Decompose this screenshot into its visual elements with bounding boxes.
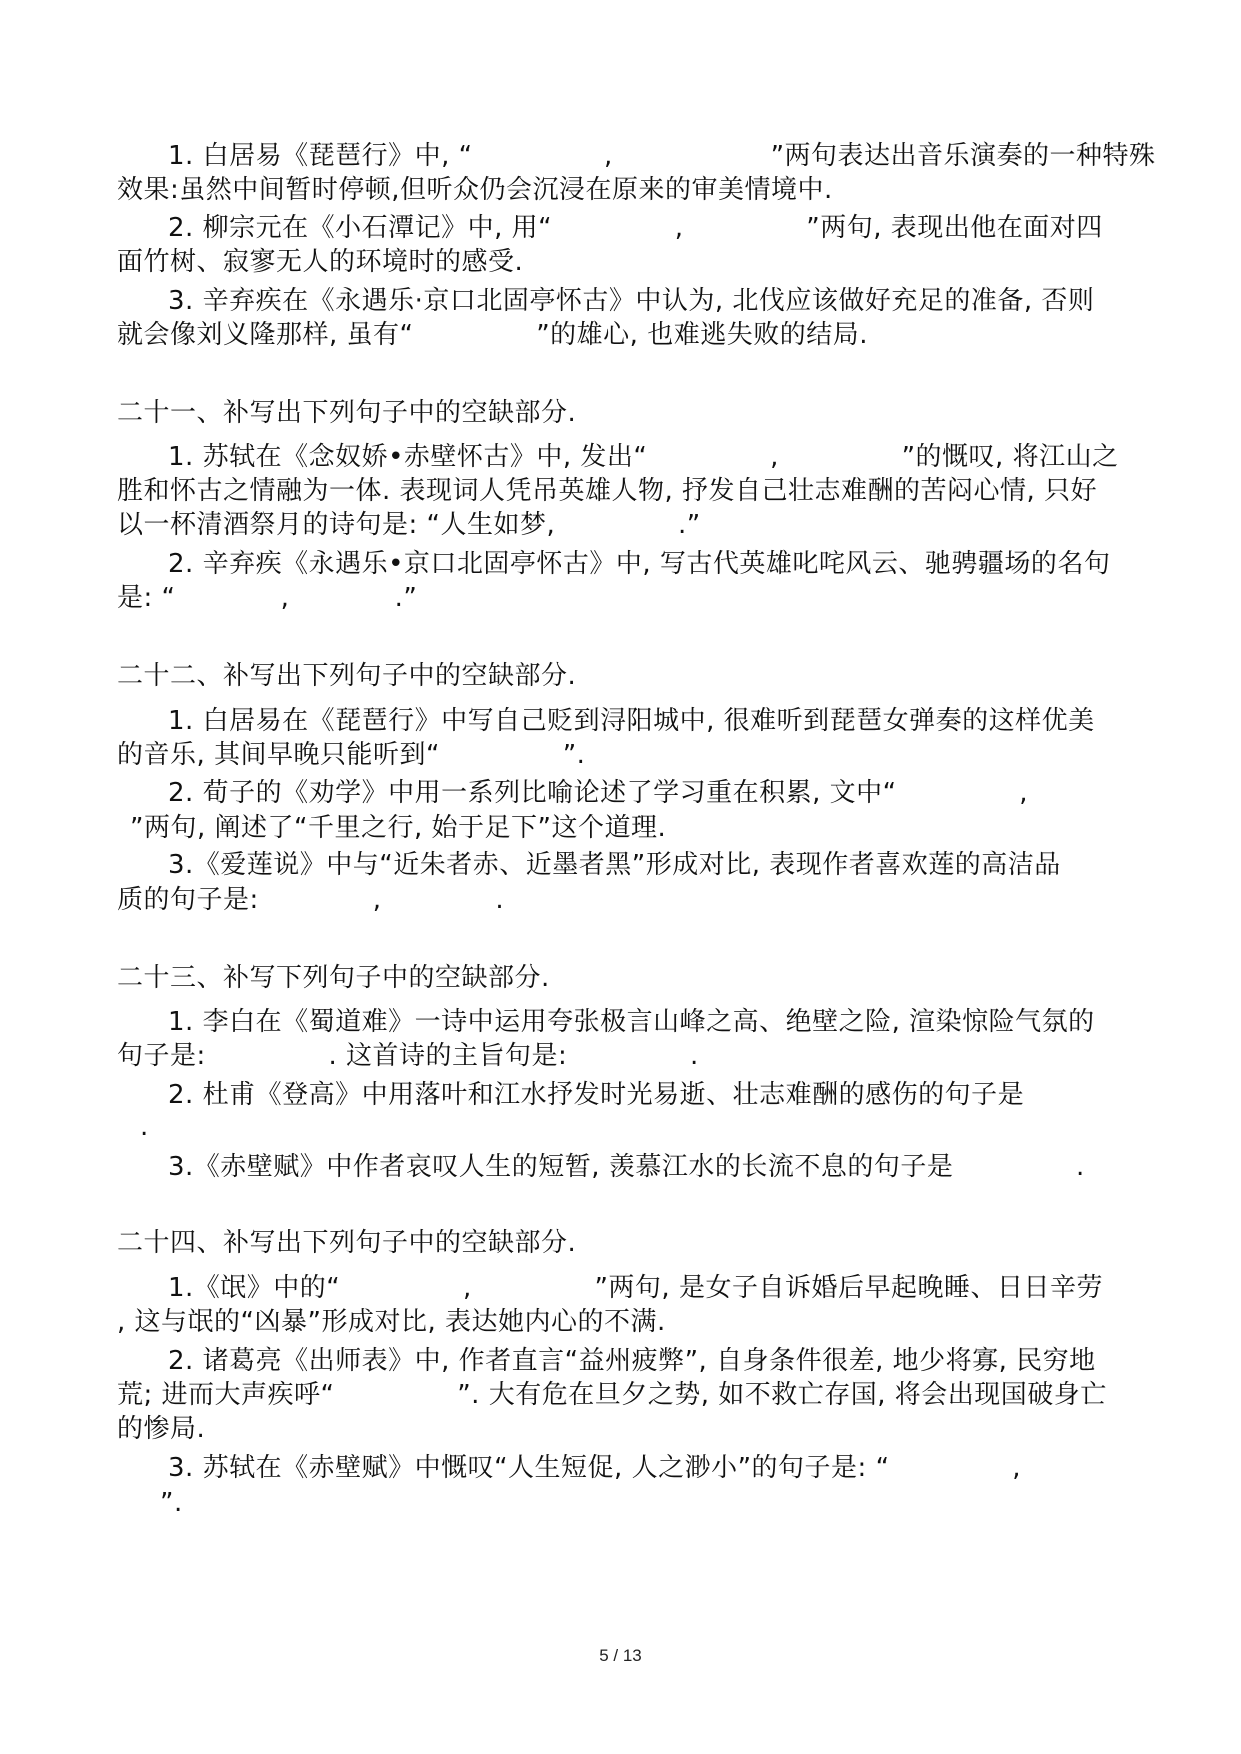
q22-item-2-line-2: ”两句, 阐述了“千里之行, 始于足下”这个道理. xyxy=(130,813,667,843)
section-heading-22: 二十二、补写出下列句子中的空缺部分. xyxy=(117,661,577,691)
q21-item-1-line-1: 1. 苏轼在《念奴娇•赤壁怀古》中, 发出“ , ”的慨叹, 将江山之 xyxy=(168,442,1119,472)
q21-item-2-line-2: 是: “ , .” xyxy=(117,583,418,613)
q20-item-1-line-1: 1. 白居易《琵琶行》中, “ , ”两句表达出音乐演奏的一种特殊 xyxy=(168,141,1156,171)
q23-item-1-line-2: 句子是: . 这首诗的主旨句是: . xyxy=(117,1041,699,1071)
q24-item-2-line-3: 的惨局. xyxy=(117,1414,206,1444)
q23-item-3-line-1: 3.《赤壁赋》中作者哀叹人生的短暂, 羡慕江水的长流不息的句子是 . xyxy=(168,1152,1085,1182)
section-heading-21: 二十一、补写出下列句子中的空缺部分. xyxy=(117,398,577,428)
section-heading-24: 二十四、补写出下列句子中的空缺部分. xyxy=(117,1228,577,1258)
q20-item-3-line-1: 3. 辛弃疾在《永遇乐·京口北固亭怀古》中认为, 北伐应该做好充足的准备, 否则 xyxy=(168,286,1095,316)
q24-item-3-line-1: 3. 苏轼在《赤壁赋》中慨叹“人生短促, 人之渺小”的句子是: “ , xyxy=(168,1453,1022,1483)
q22-item-1-line-1: 1. 白居易在《琵琶行》中写自己贬到浔阳城中, 很难听到琵琶女弹奏的这样优美 xyxy=(168,706,1095,736)
q20-item-3-line-2: 就会像刘义隆那样, 虽有“ ”的雄心, 也难逃失败的结局. xyxy=(117,320,868,350)
q20-item-2-line-2: 面竹树、寂寥无人的环境时的感受. xyxy=(117,247,524,277)
q21-item-2-line-1: 2. 辛弃疾《永遇乐•京口北固亭怀古》中, 写古代英雄叱咤风云、驰骋疆场的名句 xyxy=(168,549,1111,579)
q23-item-1-line-1: 1. 李白在《蜀道难》一诗中运用夸张极言山峰之高、绝壁之险, 渲染惊险气氛的 xyxy=(168,1007,1095,1037)
q23-item-2-line-1: 2. 杜甫《登高》中用落叶和江水抒发时光易逝、壮志难酬的感伤的句子是 xyxy=(168,1080,1025,1110)
page-number: 5 / 13 xyxy=(599,1646,642,1665)
q24-item-1-line-1: 1.《氓》中的“ , ”两句, 是女子自诉婚后早起晚睡、日日辛劳 xyxy=(168,1273,1103,1303)
q21-item-1-line-3: 以一杯清酒祭月的诗句是: “人生如梦, .” xyxy=(117,510,701,540)
q24-item-1-line-2: , 这与氓的“凶暴”形成对比, 表达她内心的不满. xyxy=(117,1307,666,1337)
q20-item-1-line-2: 效果:虽然中间暂时停顿,但听众仍会沉浸在原来的审美情境中. xyxy=(117,175,833,205)
q24-item-2-line-1: 2. 诸葛亮《出师表》中, 作者直言“益州疲弊”, 自身条件很差, 地少将寡, 民穷地 xyxy=(168,1346,1096,1376)
q22-item-1-line-2: 的音乐, 其间早晚只能听到“ ”. xyxy=(117,740,586,770)
q24-item-2-line-2: 荒; 进而大声疾呼“ ”. 大有危在旦夕之势, 如不救亡存国, 将会出现国破身亡 xyxy=(117,1380,1107,1410)
q22-item-3-line-2: 质的句子是: , . xyxy=(117,885,505,915)
q22-item-3-line-1: 3.《爱莲说》中与“近朱者赤、近墨者黑”形成对比, 表现作者喜欢莲的高洁品 xyxy=(168,850,1061,880)
q22-item-2-line-1: 2. 荀子的《劝学》中用一系列比喻论述了学习重在积累, 文中“ , xyxy=(168,778,1029,808)
q20-item-2-line-1: 2. 柳宗元在《小石潭记》中, 用“ , ”两句, 表现出他在面对四 xyxy=(168,213,1103,243)
q21-item-1-line-2: 胜和怀古之情融为一体. 表现词人凭吊英雄人物, 抒发自己壮志难酬的苦闷心情, 只好 xyxy=(117,476,1098,506)
section-heading-23: 二十三、补写下列句子中的空缺部分. xyxy=(117,963,550,993)
q23-item-2-line-2: . xyxy=(140,1112,149,1142)
q24-item-3-line-2: ”. xyxy=(160,1488,183,1518)
